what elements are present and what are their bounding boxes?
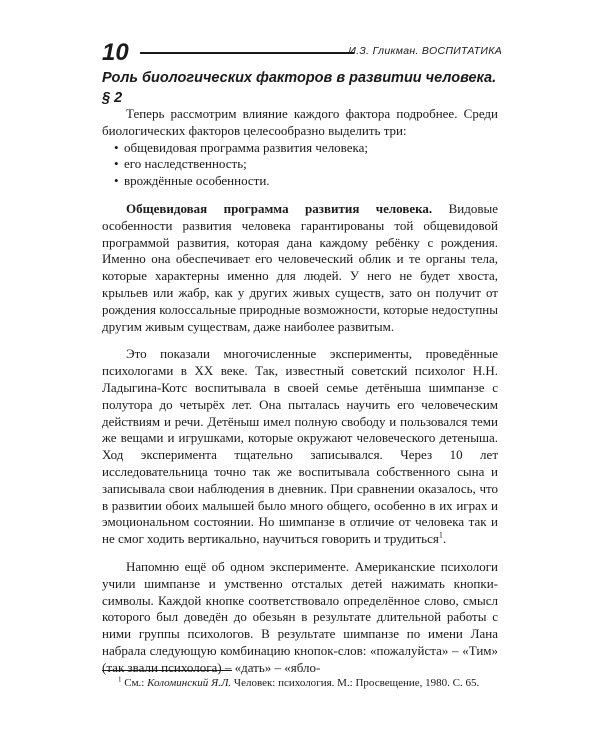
- paragraph-lead: Общевидовая программа развития человека.: [126, 200, 433, 216]
- footnote-rule: [102, 670, 232, 671]
- footnote-prefix: См.:: [121, 677, 148, 689]
- paragraph-second-experiment: [102, 559, 498, 677]
- list-item-text: врождённые особенности.: [124, 173, 270, 189]
- footnote-author: Коломинский Я.Л.: [147, 677, 232, 689]
- footnote: [102, 676, 498, 691]
- paragraph-text: Напомню ещё об одном эксперименте. Американские психологи учили шимпанзе и умственно отсталых детей нажимать кнопки-символы. Каждой кнопке соответствовало определённое слово, смысл которого был доведён до обезьян в результате длительной работы с ними группы психологов. В результате шимпанзе по имени Лана набрала следующую комбинацию кнопок-слов: «пожалуйста» – «Тим» (так звали психолога) – «дать» – «ябло-: [102, 558, 498, 675]
- list-item: [114, 173, 498, 190]
- page-number: 10: [102, 39, 129, 66]
- list-item-text: его наследственность;: [124, 156, 247, 172]
- paragraph-experiments: [102, 346, 498, 548]
- footnote-reference: 1: [438, 530, 443, 540]
- running-head: И.З. Гликман. ВОСПИТАТИКА: [348, 45, 502, 57]
- bullet-icon: •: [114, 173, 119, 189]
- intro-paragraph: [102, 106, 498, 140]
- body-text: [102, 106, 498, 677]
- paragraph-general-program: [102, 201, 498, 335]
- intro-text: Теперь рассмотрим влияние каждого фактора подробнее. Среди биологических факторов целесообразно выделить три:: [102, 106, 498, 138]
- paragraph-text: Видовые особенности развития человека гарантированы той общевидовой программой развития, которая дана каждому ребёнку с рождения. Именно она обеспечивает его человеческий облик и те органы тела, которые характерны именно для людей. У него не будет хвоста, крыльев или жабр, как у других живых существ, зато он получит от рождения колоссальные природные возможности, которые недоступны другим живым существам, даже наиболее развитым.: [102, 200, 498, 334]
- paragraph-end: .: [442, 531, 447, 547]
- header-rule: [140, 52, 354, 54]
- footnote-mark: 1: [118, 675, 122, 684]
- page-header: [102, 38, 502, 68]
- bullet-icon: •: [114, 139, 119, 155]
- section-title: Роль биологических факторов в развитии человека. § 2: [102, 70, 497, 106]
- bullet-icon: •: [114, 156, 119, 172]
- factor-list: [102, 140, 498, 190]
- list-item: [114, 140, 498, 157]
- list-item-text: общевидовая программа развития человека;: [124, 139, 369, 155]
- list-item: [114, 156, 498, 173]
- footnote-text: Человек: психология. М.: Просвещение, 1980. С. 65.: [231, 677, 480, 689]
- paragraph-text: Это показали многочисленные эксперименты, проведённые психологами в XX веке. Так, известный советский психолог Н.Н. Ладыгина-Котс воспитывала в своей семье детёныша шимпанзе с полутора до четырёх лет. Она пыталась научить его человеческим действиям и речи. Детёныш имел полную свободу и пользовался теми же вещами и игрушками, которые окружают человеческого детеныша. Ход эксперимента тщательно записывался. Через 10 лет исследовательница точно так же воспитывала собственного сына и записывала свои наблюдения в дневник. При сравнении оказалось, что в развитии обоих малышей было много общего, особенно в их играх и эмоциональном состоянии. Но шимпанзе в отличие от человека так и не смог ходить вертикально, научиться говорить и трудиться: [102, 346, 498, 547]
